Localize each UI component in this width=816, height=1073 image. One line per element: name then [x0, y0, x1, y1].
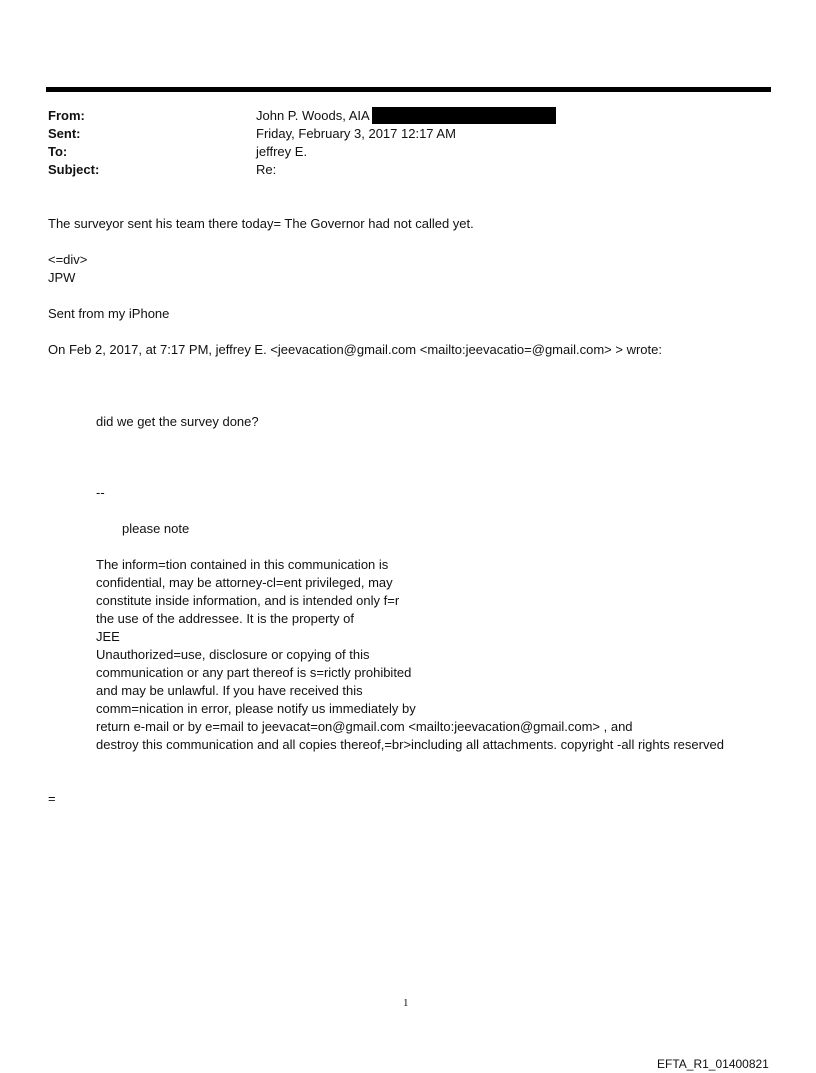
wrote-line: On Feb 2, 2017, at 7:17 PM, jeffrey E. <jeevacation@gmail.com <mailto:jeevacatio=@gmail.com> > wrote:: [48, 342, 662, 357]
signature-separator: --: [96, 485, 105, 500]
disclaimer-line: comm=nication in error, please notify us immediately by: [96, 701, 416, 716]
from-value: [256, 107, 556, 125]
disclaimer-line: The inform=tion contained in this communication is: [96, 557, 389, 572]
page-number: 1: [403, 997, 409, 1009]
disclaimer-line: communication or any part thereof is s=rictly prohibited: [96, 665, 412, 680]
disclaimer-line: the use of the addressee. It is the property of: [96, 611, 354, 626]
header-rule: [46, 87, 771, 92]
div-tag-text: <=div>: [48, 252, 88, 267]
to-value: jeffrey E.: [256, 144, 308, 159]
disclaimer-line: return e-mail or by e=mail to jeevacat=on@gmail.com <mailto:jeevacation@gmail.com> , and: [96, 719, 633, 734]
please-note: please note: [122, 521, 190, 536]
subject-label: Subject:: [48, 162, 100, 177]
redaction-bar: [372, 107, 556, 124]
to-label: To:: [48, 144, 68, 159]
disclaimer-line: destroy this communication and all copies thereof,=br>including all attachments. copyright -all rights reserved: [96, 737, 724, 752]
from-label: From:: [48, 108, 85, 123]
disclaimer-line: constitute inside information, and is intended only f=r: [96, 593, 400, 608]
disclaimer-line: JEE: [96, 629, 120, 644]
disclaimer-line: and may be unlawful. If you have received this: [96, 683, 363, 698]
disclaimer-line: confidential, may be attorney-cl=ent privileged, may: [96, 575, 393, 590]
document-id: EFTA_R1_01400821: [657, 1057, 769, 1071]
from-name: John P. Woods, AIA: [256, 108, 370, 123]
disclaimer-line: Unauthorized=use, disclosure or copying of this: [96, 647, 370, 662]
signature-initials: JPW: [48, 270, 76, 285]
trailing-equals: =: [48, 791, 56, 806]
sent-from-line: Sent from my iPhone: [48, 306, 170, 321]
sent-label: Sent:: [48, 126, 81, 141]
quoted-question: did we get the survey done?: [96, 414, 259, 429]
subject-value: Re:: [256, 162, 277, 177]
body-line-1: The surveyor sent his team there today= The Governor had not called yet.: [48, 216, 474, 231]
sent-value: Friday, February 3, 2017 12:17 AM: [256, 126, 456, 141]
